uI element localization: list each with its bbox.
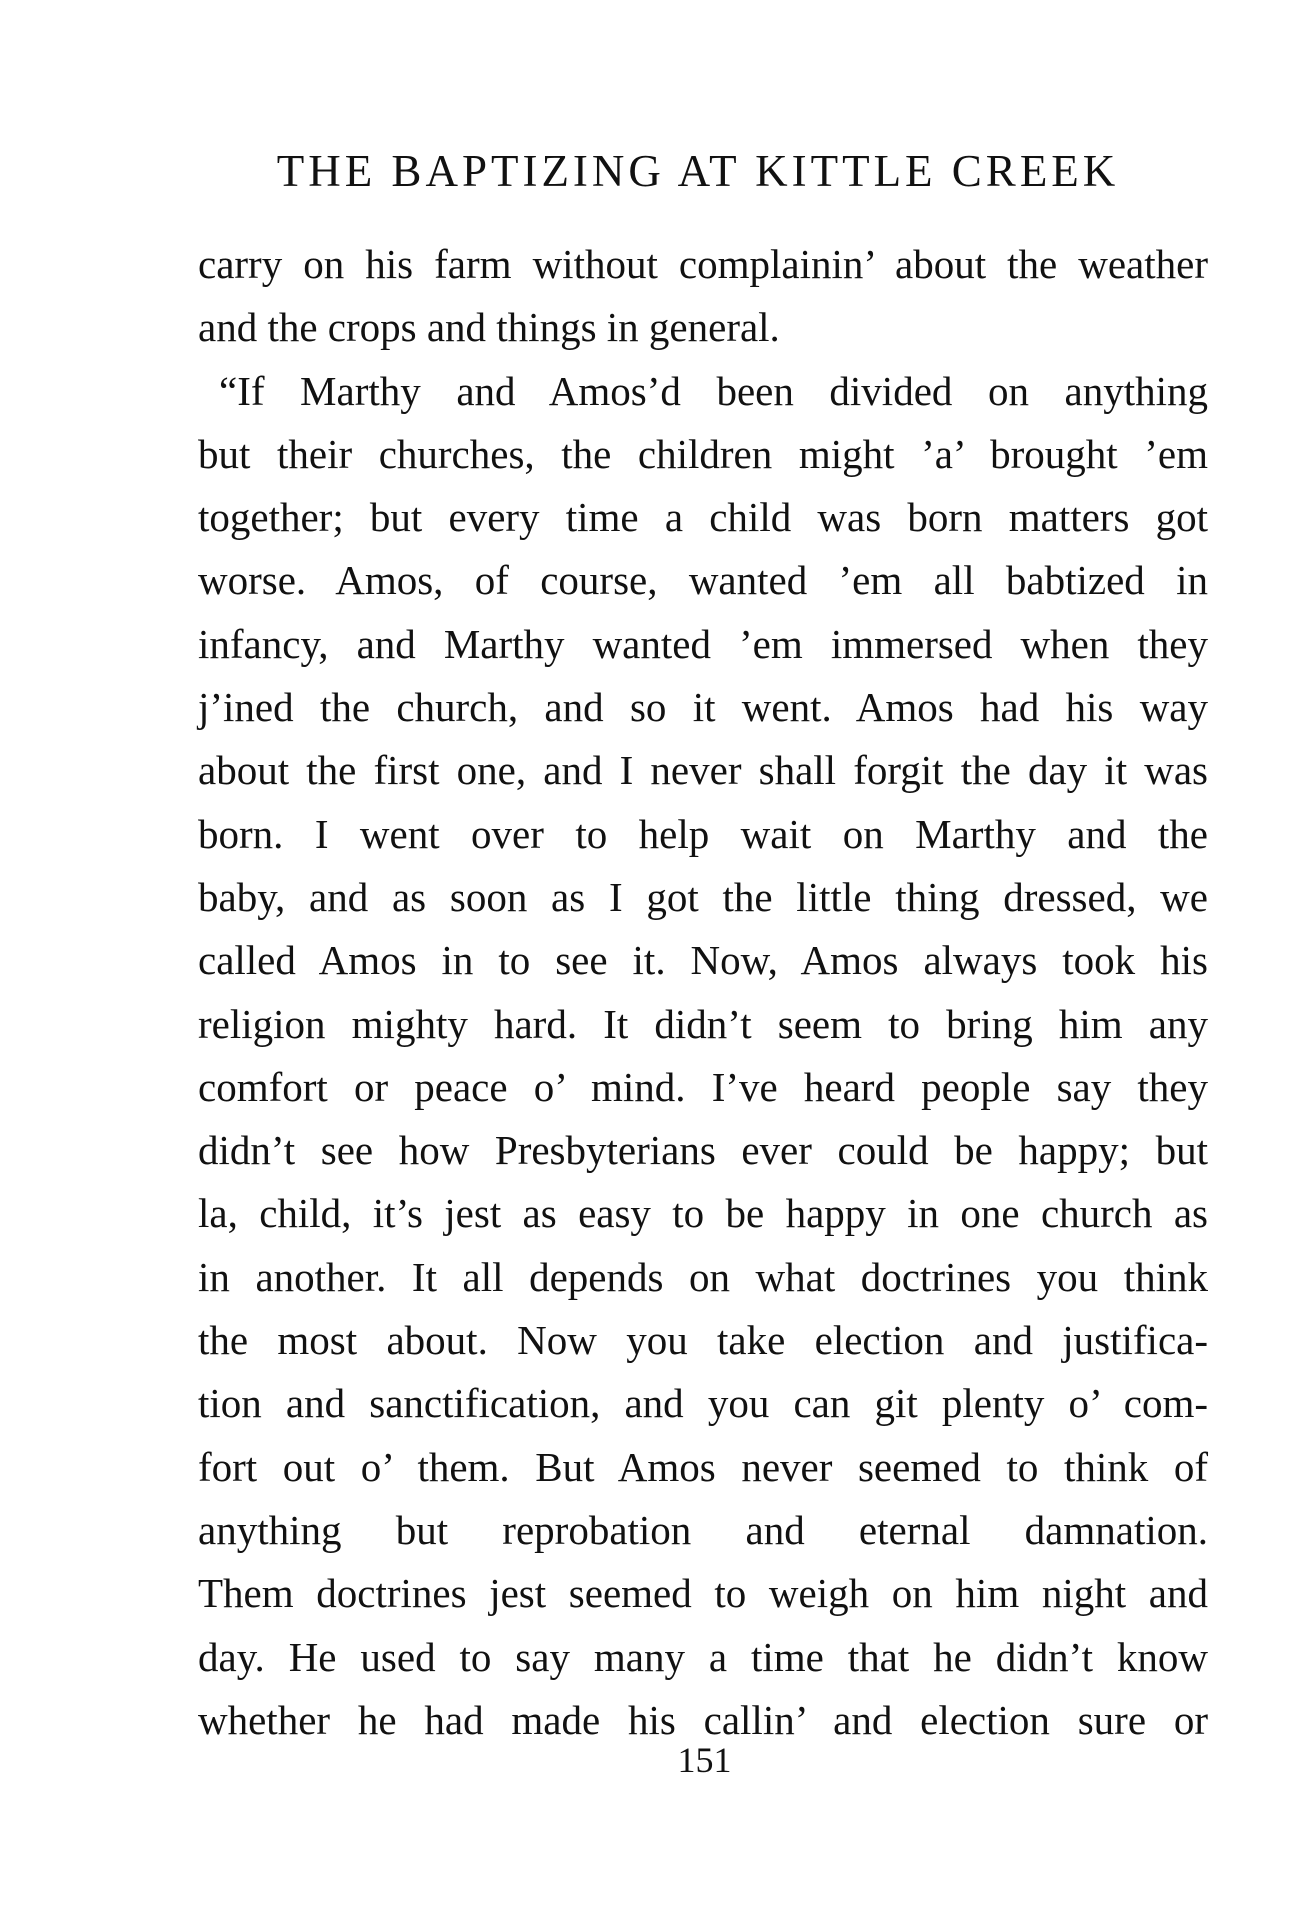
text-line: but their churches, the children might ’a’ brought ’em bbox=[198, 430, 1208, 477]
text-line: la, child, it’s jest as easy to be happy in one church as bbox=[198, 1190, 1208, 1237]
running-head: THE BAPTIZING AT KITTLE CREEK bbox=[276, 146, 1120, 196]
text-line: carry on his farm without complainin’ about the weather bbox=[198, 241, 1208, 287]
body-text bbox=[198, 233, 1208, 1752]
text-line: religion mighty hard. It didn’t seem to bring him any bbox=[198, 1000, 1208, 1047]
text-line: called Amos in to see it. Now, Amos always took his bbox=[198, 937, 1208, 984]
text-line: anything but reprobation and eternal damnation. bbox=[198, 1506, 1208, 1553]
text-line: didn’t see how Presbyterians ever could be happy; but bbox=[198, 1127, 1208, 1174]
text-line: the most about. Now you take election and justifica- bbox=[198, 1317, 1208, 1364]
text-line: baby, and as soon as I got the little thing dressed, we bbox=[198, 873, 1208, 920]
text-line: worse. Amos, of course, wanted ’em all babtized in bbox=[198, 557, 1208, 604]
text-line: infancy, and Marthy wanted ’em immersed when they bbox=[198, 620, 1208, 667]
text-line: whether he had made his callin’ and election sure or bbox=[198, 1696, 1208, 1743]
text-line: in another. It all depends on what doctrines you think bbox=[198, 1253, 1208, 1300]
text-line: tion and sanctification, and you can git plenty o’ com- bbox=[198, 1380, 1208, 1427]
page-number: 151 bbox=[677, 1740, 732, 1780]
text-line: about the first one, and I never shall forgit the day it was bbox=[198, 747, 1208, 794]
text-line: Them doctrines jest seemed to weigh on him night and bbox=[198, 1570, 1208, 1617]
text-line: and the crops and things in general. bbox=[198, 304, 780, 351]
text-line: fort out o’ them. But Amos never seemed to think of bbox=[198, 1443, 1208, 1490]
text-line: born. I went over to help wait on Marthy and the bbox=[198, 810, 1208, 857]
text-line: “If Marthy and Amos’d been divided on anything bbox=[219, 367, 1208, 414]
text-line: day. He used to say many a time that he didn’t know bbox=[198, 1633, 1208, 1680]
text-line: j’ined the church, and so it went. Amos had his way bbox=[198, 684, 1208, 731]
text-line: comfort or peace o’ mind. I’ve heard people say they bbox=[198, 1063, 1208, 1110]
text-line: together; but every time a child was born matters got bbox=[198, 494, 1208, 541]
